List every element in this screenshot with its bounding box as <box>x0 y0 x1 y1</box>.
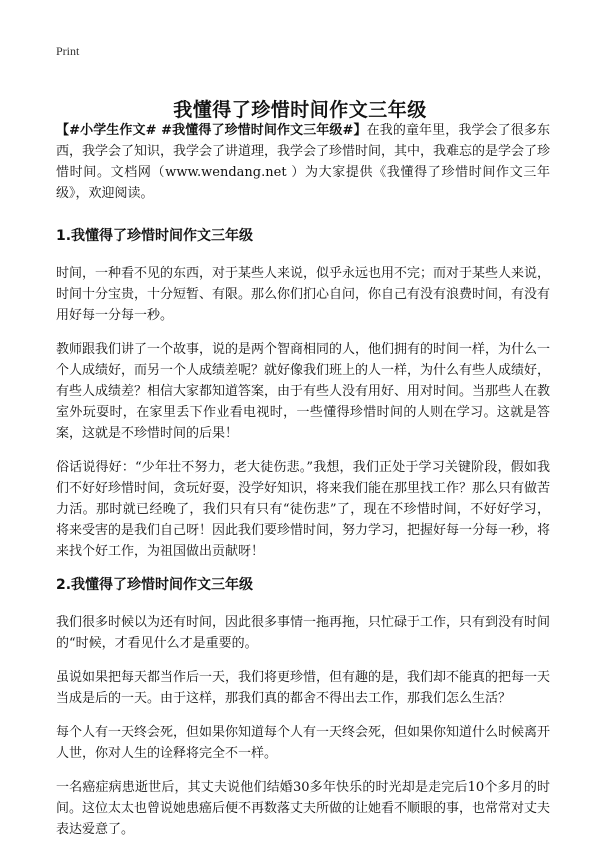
section-2-paragraph: 虽说如果把每天都当作后一天，我们将更珍惜，但有趣的是，我们却不能真的把每一天当成是后的一天。由于这样，那我们真的都舍不得出去工作，那我们怎么生活？ <box>56 670 551 706</box>
section-1-paragraph: 俗话说得好：“少年壮不努力，老大徒伤悲。”我想，我们正处于学习关键阶段，假如我们不好好珍惜时间，贪玩好耍，没学好知识，将来我们能在那里找工作？那么只有做苦力活。那时就已经晚了，我们只有只有“徒伤悲”了，现在不珍惜时间，不好好学习，将来受害的是我们自己呀！因此我们要珍惜时间，努力学习，把握好每一分每一秒，将来找个好工作，为祖国做出贡献呀！ <box>56 460 551 559</box>
section-1-heading: 1.我懂得了珍惜时间作文三年级 <box>56 228 254 244</box>
article-body <box>56 120 550 853</box>
section-2-paragraph: 我们很多时候以为还有时间，因此很多事情一拖再拖，只忙碌于工作，只有到没有时间的“时候，才看见什么才是重要的。 <box>56 615 551 651</box>
section-2-paragraph: 每个人有一天终会死，但如果你知道每个人有一天终会死，但如果你知道什么时候离开人世，你对人生的诠释将完全不一样。 <box>56 725 551 761</box>
intro-tag: 【#小学生作文# #我懂得了珍惜时间作文三年级#】 <box>56 123 367 138</box>
section-1-paragraph: 教师跟我们讲了一个故事，说的是两个智商相同的人，他们拥有的时间一样，为什么一个人成绩好，而另一个人成绩差呢？就好像我们班上的人一样，为什么有些人成绩好，有些人成绩差？相信大家都知道答案，由于有些人没有用好、用对时间。当那些人在教室外玩耍时，在家里丢下作业看电视时，一些懂得珍惜时间的人则在学习。这就是答案，这就是不珍惜时间的后果！ <box>56 342 551 441</box>
intro-paragraph <box>56 120 550 204</box>
section-2-paragraph: 一名癌症病患逝世后，其丈夫说他们结婚30多年快乐的时光却是走完后10个多月的时间。这位太太也曾说她患癌后便不再数落丈夫所做的让她看不顺眼的事，也常常对丈夫表达爱意了。 <box>56 780 551 837</box>
intro-text: 在我的童年里，我学会了很多东西，我学会了知识，我学会了讲道理，我学会了珍惜时间，其中，我难忘的是学会了珍惜时间。文档网（www.wendang.net ）为大家提供《我懂得了珍惜时间作文三年级》，欢迎阅读。 <box>56 123 551 201</box>
page-title: 我懂得了珍惜时间作文三年级 <box>173 98 427 121</box>
print-label: Print <box>56 44 80 58</box>
section-2-heading: 2.我懂得了珍惜时间作文三年级 <box>56 577 254 593</box>
section-1-paragraph: 时间，一种看不见的东西，对于某些人来说，似乎永远也用不完；而对于某些人来说，时间十分宝贵，十分短暂、有限。那么你们扪心自问，你自己有没有浪费时间，有没有用好每一分每一秒。 <box>56 266 551 323</box>
